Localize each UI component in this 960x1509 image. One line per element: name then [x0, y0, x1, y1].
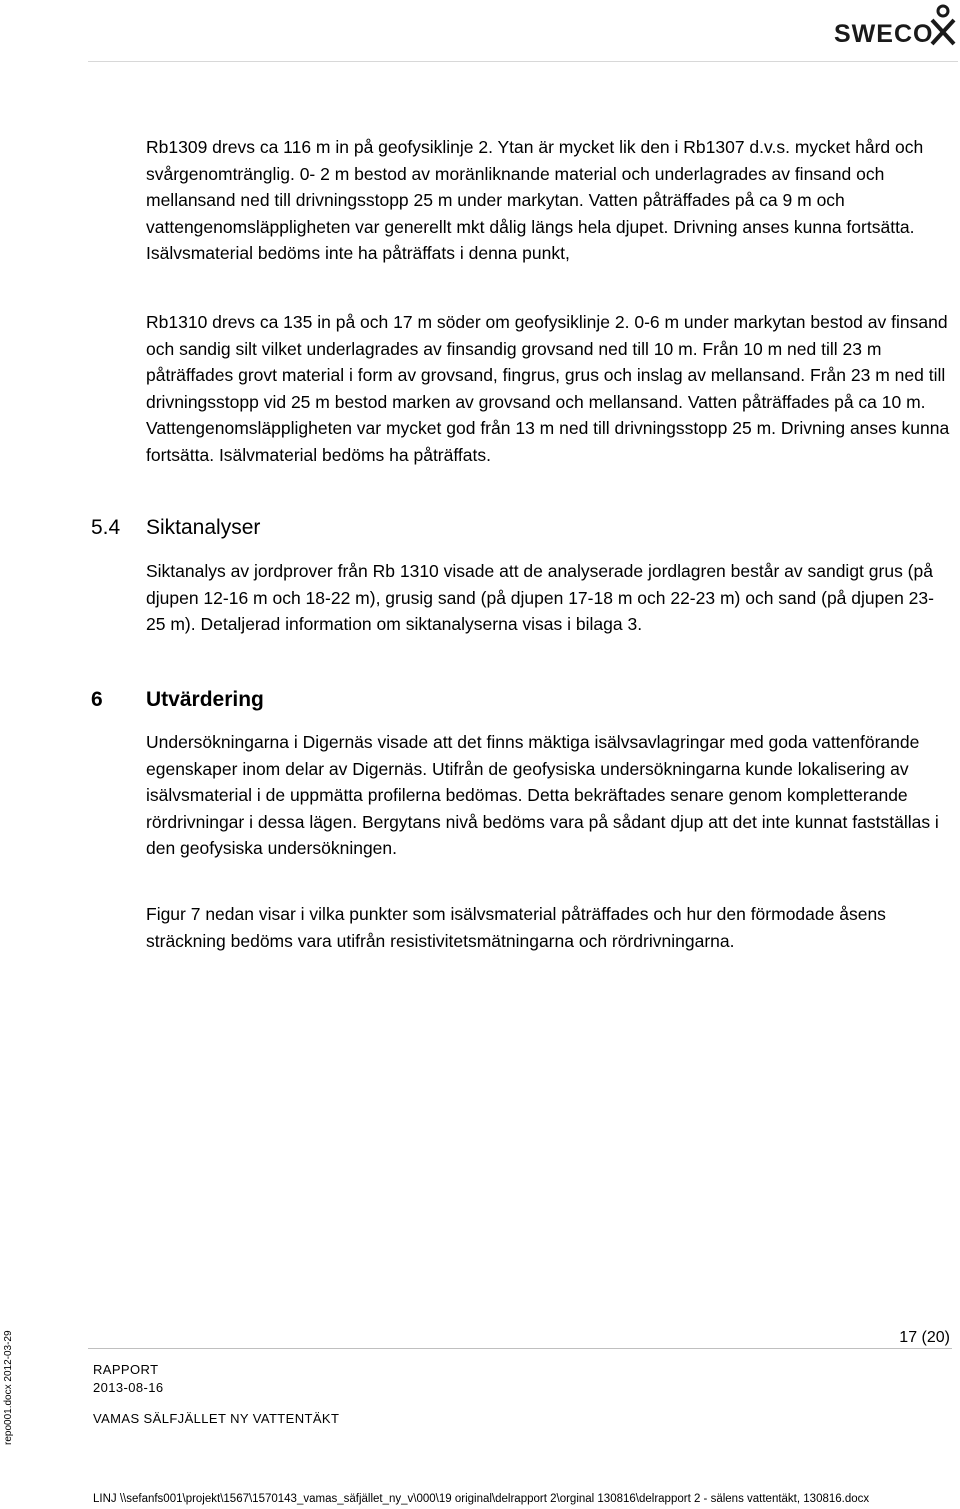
- template-label: repo001.docx 2012-03-29: [3, 1330, 14, 1445]
- section-title-utvardering: Utvärdering: [146, 688, 264, 711]
- paragraph-rb1310: Rb1310 drevs ca 135 in på och 17 m söder om geofysiklinje 2. 0-6 m under markytan bestod av finsand och sandig silt vilket underlagrades av finsandig grovsand ned till 10 m. Från 10 m ned till 23 m påträffades grovt material i form av grovsand, fingrus, grus och inslag av mellansand. Från 23 m ned till drivningsstopp vid 25 m bestod marken av grovsand och mellansand. Vatten påträffades på ca 10 m. Vattengenomsläppligheten var mycket god från 13 m ned till drivningsstopp 25 m. Drivning anses kunna fortsätta. Isälvmaterial bedöms ha påträffats.: [146, 312, 950, 465]
- footer-project: VAMAS SÄLFJÄLLET NY VATTENTÄKT: [93, 1411, 340, 1426]
- section-title-siktanalyser: Siktanalyser: [146, 516, 261, 539]
- footer-date: 2013-08-16: [93, 1380, 164, 1395]
- footer-file-path: LINJ \\sefanfs001\projekt\1567\1570143_vamas_säfjället_ny_v\000\19 original\delrapport 2\orginal 130816\delrapport 2 - sälens vattentäkt, 130816.docx: [93, 1493, 870, 1505]
- sweco-logo: [834, 4, 958, 50]
- paragraph-figur-7: Figur 7 nedan visar i vilka punkter som isälvsmaterial påträffades och hur den förmodade åsens sträckning bedöms vara utifrån resistivitetsmätningarna och rördrivningarna.: [146, 904, 886, 951]
- page-number: 17 (20): [899, 1329, 950, 1346]
- footer-doc-type: RAPPORT: [93, 1362, 159, 1377]
- section-number-5-4: 5.4: [91, 516, 121, 539]
- paragraph-rb1309: Rb1309 drevs ca 116 m in på geofysiklinje 2. Ytan är mycket lik den i Rb1307 d.v.s. mycket hård och svårgenomtränglig. 0- 2 m bestod av moränliknande material och underlagrades av finsand och mellansand ned till drivningsstopp 25 m under markytan. Vatten påträffades på ca 9 m och vattengenomsläppligheten var generellt mkt dålig längs hela djupet. Drivning anses kunna fortsätta. Isälvsmaterial bedöms inte ha påträffats i denna punkt,: [146, 137, 924, 263]
- footer-divider: [88, 1348, 952, 1349]
- paragraph-undersokningarna: Undersökningarna i Digernäs visade att det finns mäktiga isälvsavlagringar med goda vattenförande egenskaper inom delar av Digernäs. Utifrån de geofysiska undersökningarna kunde lokalisering av isälvsmaterial i de uppmätta profilerna bedömas. Detta bekräftades senare genom kompletterande rördrivningar i dessa lägen. Bergytans nivå bedöms vara på sådant djup att det inte kunnat fastställas i den geofysiska undersökningen.: [146, 732, 939, 858]
- sweco-cross-icon: [928, 4, 958, 46]
- logo-text: SWECO: [834, 20, 934, 48]
- header-divider: [88, 61, 958, 62]
- section-number-6: 6: [91, 688, 103, 711]
- paragraph-siktanalys: Siktanalys av jordprover från Rb 1310 visade att de analyserade jordlagren består av sandigt grus (på djupen 12-16 m och 18-22 m), grusig sand (på djupen 17-18 m och 22-23 m) och sand (på djupen 23-25 m). Detaljerad information om siktanalyserna visas i bilaga 3.: [146, 561, 934, 634]
